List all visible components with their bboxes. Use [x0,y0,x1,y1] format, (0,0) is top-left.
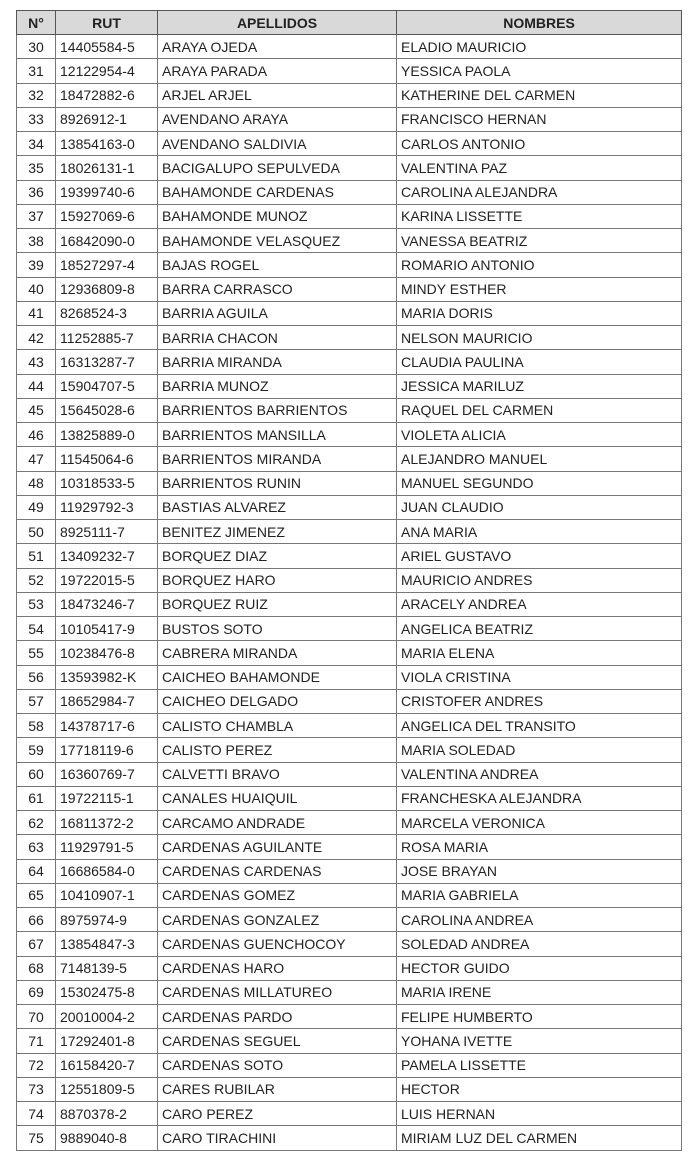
table-body [17,35,682,1151]
row-rut: 13854847-3 [56,932,158,956]
row-nombres: JESSICA MARILUZ [397,374,682,398]
row-number: 72 [17,1053,56,1077]
row-apellidos: BARRIENTOS MIRANDA [158,447,397,471]
row-rut: 15302475-8 [56,980,158,1004]
row-apellidos: BARRIA CHACON [158,326,397,350]
table-row [17,689,682,713]
table-row [17,859,682,883]
row-number: 73 [17,1077,56,1101]
row-number: 36 [17,180,56,204]
row-apellidos: BENITEZ JIMENEZ [158,520,397,544]
row-number: 43 [17,350,56,374]
row-rut: 18473246-7 [56,592,158,616]
row-number: 46 [17,423,56,447]
row-nombres: MARIA SOLEDAD [397,738,682,762]
row-number: 44 [17,374,56,398]
header-row [17,11,682,35]
row-apellidos: CARDENAS SOTO [158,1053,397,1077]
row-rut: 8870378-2 [56,1102,158,1126]
row-nombres: MANUEL SEGUNDO [397,471,682,495]
row-rut: 20010004-2 [56,1005,158,1029]
row-nombres: JUAN CLAUDIO [397,495,682,519]
table-row [17,180,682,204]
row-nombres: ELADIO MAURICIO [397,35,682,59]
row-rut: 13593982-K [56,665,158,689]
row-number: 31 [17,59,56,83]
row-rut: 11252885-7 [56,326,158,350]
row-rut: 10410907-1 [56,883,158,907]
row-rut: 13854163-0 [56,132,158,156]
table-row [17,374,682,398]
row-nombres: CRISTOFER ANDRES [397,689,682,713]
row-apellidos: CARES RUBILAR [158,1077,397,1101]
row-nombres: MARIA IRENE [397,980,682,1004]
row-number: 35 [17,156,56,180]
row-rut: 11545064-6 [56,447,158,471]
row-nombres: NELSON MAURICIO [397,326,682,350]
row-number: 51 [17,544,56,568]
row-number: 40 [17,277,56,301]
row-number: 65 [17,883,56,907]
row-nombres: FELIPE HUMBERTO [397,1005,682,1029]
row-nombres: MARIA GABRIELA [397,883,682,907]
row-rut: 16158420-7 [56,1053,158,1077]
row-number: 57 [17,689,56,713]
row-nombres: YOHANA IVETTE [397,1029,682,1053]
row-rut: 7148139-5 [56,956,158,980]
people-table [16,10,682,1151]
table-row [17,520,682,544]
row-number: 38 [17,229,56,253]
row-rut: 16686584-0 [56,859,158,883]
row-number: 49 [17,495,56,519]
table-row [17,811,682,835]
row-apellidos: CARDENAS SEGUEL [158,1029,397,1053]
row-rut: 13825889-0 [56,423,158,447]
row-number: 69 [17,980,56,1004]
table-row [17,980,682,1004]
row-nombres: HECTOR GUIDO [397,956,682,980]
row-apellidos: BORQUEZ DIAZ [158,544,397,568]
row-rut: 15927069-6 [56,204,158,228]
table-row [17,908,682,932]
table-row [17,253,682,277]
row-apellidos: BAHAMONDE VELASQUEZ [158,229,397,253]
row-number: 58 [17,714,56,738]
table-row [17,786,682,810]
row-apellidos: BARRIA AGUILA [158,301,397,325]
table-row [17,350,682,374]
row-apellidos: CARDENAS AGUILANTE [158,835,397,859]
row-nombres: CARLOS ANTONIO [397,132,682,156]
table-row [17,932,682,956]
row-nombres: PAMELA LISSETTE [397,1053,682,1077]
row-nombres: VANESSA BEATRIZ [397,229,682,253]
row-nombres: KARINA LISSETTE [397,204,682,228]
row-apellidos: BORQUEZ HARO [158,568,397,592]
row-number: 32 [17,83,56,107]
table-row [17,883,682,907]
table-row [17,544,682,568]
row-nombres: MAURICIO ANDRES [397,568,682,592]
row-apellidos: CARDENAS GUENCHOCOY [158,932,397,956]
row-apellidos: CARDENAS GOMEZ [158,883,397,907]
row-nombres: SOLEDAD ANDREA [397,932,682,956]
row-nombres: ARIEL GUSTAVO [397,544,682,568]
table-row [17,301,682,325]
row-nombres: VALENTINA PAZ [397,156,682,180]
row-rut: 16313287-7 [56,350,158,374]
row-rut: 10238476-8 [56,641,158,665]
table-row [17,568,682,592]
row-apellidos: BACIGALUPO SEPULVEDA [158,156,397,180]
row-apellidos: CARDENAS MILLATUREO [158,980,397,1004]
row-apellidos: BAJAS ROGEL [158,253,397,277]
table-row [17,204,682,228]
row-apellidos: CAICHEO DELGADO [158,689,397,713]
header-nombres: NOMBRES [397,11,682,35]
row-number: 70 [17,1005,56,1029]
row-nombres: ROSA MARIA [397,835,682,859]
row-nombres: VIOLETA ALICIA [397,423,682,447]
row-number: 61 [17,786,56,810]
row-apellidos: CAICHEO BAHAMONDE [158,665,397,689]
row-nombres: JOSE BRAYAN [397,859,682,883]
row-nombres: CAROLINA ALEJANDRA [397,180,682,204]
row-nombres: MARIA ELENA [397,641,682,665]
row-nombres: ROMARIO ANTONIO [397,253,682,277]
row-apellidos: CARO PEREZ [158,1102,397,1126]
table-row [17,1077,682,1101]
row-number: 55 [17,641,56,665]
row-rut: 9889040-8 [56,1126,158,1150]
table-row [17,1005,682,1029]
row-number: 39 [17,253,56,277]
table-row [17,1126,682,1150]
row-nombres: RAQUEL DEL CARMEN [397,398,682,422]
row-nombres: YESSICA PAOLA [397,59,682,83]
row-apellidos: CARCAMO ANDRADE [158,811,397,835]
row-number: 71 [17,1029,56,1053]
row-apellidos: BARRIA MIRANDA [158,350,397,374]
row-apellidos: CARDENAS CARDENAS [158,859,397,883]
row-nombres: CAROLINA ANDREA [397,908,682,932]
table-row [17,617,682,641]
table-row [17,956,682,980]
row-number: 48 [17,471,56,495]
row-apellidos: CABRERA MIRANDA [158,641,397,665]
row-number: 74 [17,1102,56,1126]
row-number: 34 [17,132,56,156]
row-apellidos: BARRIENTOS RUNIN [158,471,397,495]
row-number: 68 [17,956,56,980]
row-rut: 18026131-1 [56,156,158,180]
row-apellidos: CARDENAS PARDO [158,1005,397,1029]
table-row [17,326,682,350]
header-number: N° [17,11,56,35]
table-row [17,665,682,689]
row-rut: 12551809-5 [56,1077,158,1101]
row-rut: 12936809-8 [56,277,158,301]
table-row [17,592,682,616]
row-apellidos: CARDENAS GONZALEZ [158,908,397,932]
row-rut: 14405584-5 [56,35,158,59]
row-nombres: FRANCHESKA ALEJANDRA [397,786,682,810]
row-number: 47 [17,447,56,471]
row-number: 66 [17,908,56,932]
table-row [17,762,682,786]
row-apellidos: BORQUEZ RUIZ [158,592,397,616]
row-apellidos: ARAYA PARADA [158,59,397,83]
row-number: 64 [17,859,56,883]
row-rut: 10318533-5 [56,471,158,495]
row-rut: 14378717-6 [56,714,158,738]
row-nombres: LUIS HERNAN [397,1102,682,1126]
row-apellidos: ARJEL ARJEL [158,83,397,107]
row-rut: 8925111-7 [56,520,158,544]
table-row [17,35,682,59]
row-rut: 16842090-0 [56,229,158,253]
table-row [17,495,682,519]
row-number: 62 [17,811,56,835]
row-apellidos: CANALES HUAIQUIL [158,786,397,810]
table-row [17,107,682,131]
table-row [17,59,682,83]
table-row [17,835,682,859]
row-rut: 16811372-2 [56,811,158,835]
row-apellidos: BARRA CARRASCO [158,277,397,301]
row-nombres: KATHERINE DEL CARMEN [397,83,682,107]
row-number: 30 [17,35,56,59]
row-nombres: MINDY ESTHER [397,277,682,301]
row-rut: 19722115-1 [56,786,158,810]
header-apellidos: APELLIDOS [158,11,397,35]
row-nombres: ALEJANDRO MANUEL [397,447,682,471]
row-nombres: ARACELY ANDREA [397,592,682,616]
table-row [17,1102,682,1126]
row-apellidos: CALVETTI BRAVO [158,762,397,786]
table-row [17,132,682,156]
table-row [17,714,682,738]
row-number: 33 [17,107,56,131]
row-rut: 8268524-3 [56,301,158,325]
row-number: 59 [17,738,56,762]
row-apellidos: CARO TIRACHINI [158,1126,397,1150]
row-apellidos: CARDENAS HARO [158,956,397,980]
row-nombres: HECTOR [397,1077,682,1101]
row-rut: 18527297-4 [56,253,158,277]
table-row [17,738,682,762]
row-nombres: ANGELICA DEL TRANSITO [397,714,682,738]
document-page [16,10,681,1151]
row-number: 50 [17,520,56,544]
row-apellidos: BAHAMONDE CARDENAS [158,180,397,204]
row-apellidos: CALISTO CHAMBLA [158,714,397,738]
table-row [17,398,682,422]
row-number: 53 [17,592,56,616]
row-number: 52 [17,568,56,592]
row-nombres: MARCELA VERONICA [397,811,682,835]
row-rut: 8926912-1 [56,107,158,131]
row-number: 54 [17,617,56,641]
table-row [17,423,682,447]
table-row [17,156,682,180]
row-rut: 17292401-8 [56,1029,158,1053]
row-rut: 11929791-5 [56,835,158,859]
row-rut: 18472882-6 [56,83,158,107]
row-rut: 15904707-5 [56,374,158,398]
row-number: 37 [17,204,56,228]
row-rut: 12122954-4 [56,59,158,83]
row-number: 42 [17,326,56,350]
row-number: 63 [17,835,56,859]
row-apellidos: BARRIENTOS MANSILLA [158,423,397,447]
row-apellidos: BAHAMONDE MUNOZ [158,204,397,228]
row-apellidos: BARRIENTOS BARRIENTOS [158,398,397,422]
table-row [17,471,682,495]
row-rut: 18652984-7 [56,689,158,713]
row-number: 67 [17,932,56,956]
row-number: 41 [17,301,56,325]
header-rut: RUT [56,11,158,35]
table-row [17,1053,682,1077]
row-number: 75 [17,1126,56,1150]
table-row [17,229,682,253]
row-rut: 16360769-7 [56,762,158,786]
row-rut: 19722015-5 [56,568,158,592]
table-row [17,641,682,665]
row-apellidos: BARRIA MUNOZ [158,374,397,398]
row-rut: 15645028-6 [56,398,158,422]
row-rut: 10105417-9 [56,617,158,641]
row-number: 45 [17,398,56,422]
row-nombres: ANA MARIA [397,520,682,544]
row-rut: 13409232-7 [56,544,158,568]
row-rut: 11929792-3 [56,495,158,519]
row-nombres: MIRIAM LUZ DEL CARMEN [397,1126,682,1150]
row-number: 56 [17,665,56,689]
row-rut: 19399740-6 [56,180,158,204]
row-nombres: CLAUDIA PAULINA [397,350,682,374]
table-row [17,83,682,107]
table-row [17,277,682,301]
row-apellidos: AVENDANO SALDIVIA [158,132,397,156]
row-number: 60 [17,762,56,786]
row-apellidos: ARAYA OJEDA [158,35,397,59]
row-nombres: VALENTINA ANDREA [397,762,682,786]
row-apellidos: AVENDANO ARAYA [158,107,397,131]
row-apellidos: CALISTO PEREZ [158,738,397,762]
row-rut: 8975974-9 [56,908,158,932]
row-rut: 17718119-6 [56,738,158,762]
row-nombres: MARIA DORIS [397,301,682,325]
row-nombres: FRANCISCO HERNAN [397,107,682,131]
row-nombres: VIOLA CRISTINA [397,665,682,689]
table-row [17,447,682,471]
table-header [17,11,682,35]
row-apellidos: BUSTOS SOTO [158,617,397,641]
table-row [17,1029,682,1053]
row-nombres: ANGELICA BEATRIZ [397,617,682,641]
row-apellidos: BASTIAS ALVAREZ [158,495,397,519]
